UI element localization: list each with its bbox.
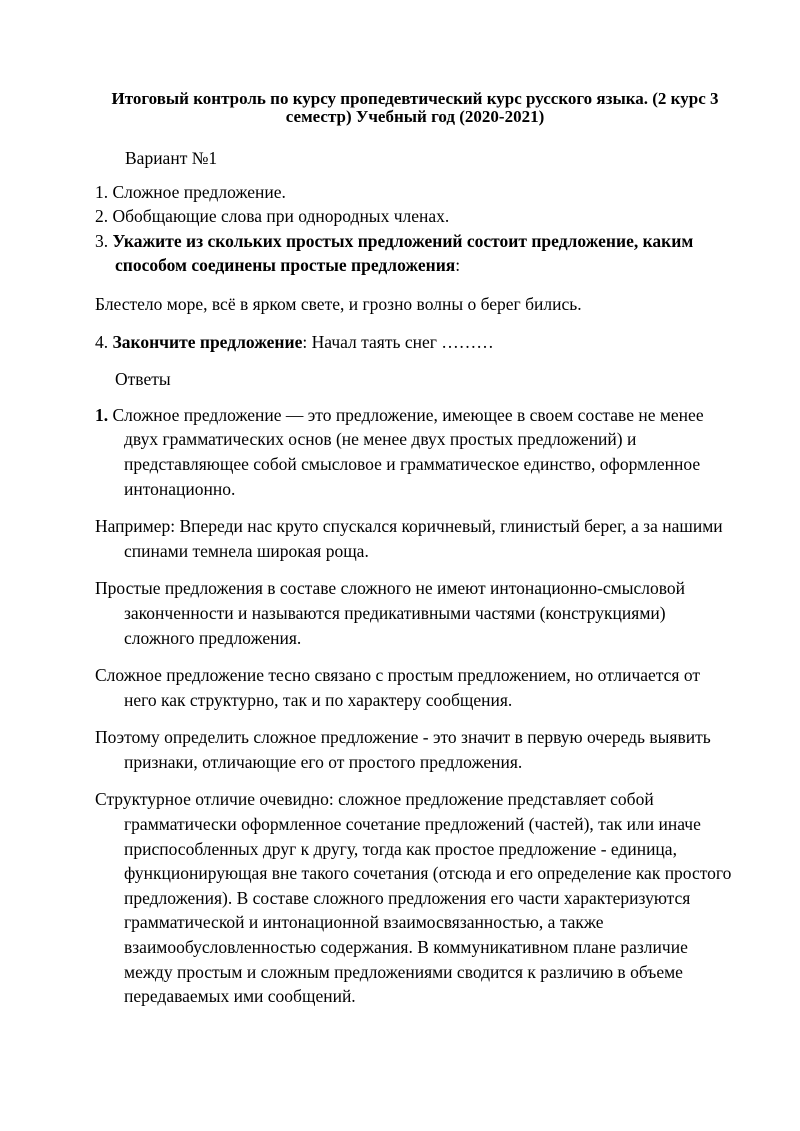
answer-1 xyxy=(95,403,735,501)
question-tail: : xyxy=(455,255,461,276)
question-item-4 xyxy=(95,330,735,355)
question-number: 2. xyxy=(95,206,113,227)
example-sentence: Блестело море, всё в ярком свете, и грозно волны о берег бились. xyxy=(95,293,582,314)
answer-number: 1. xyxy=(95,404,109,425)
question-number: 3. xyxy=(95,230,113,251)
question-tail: : Начал таять снег ……… xyxy=(302,331,494,352)
paragraph: Простые предложения в составе сложного не имеют интонационно-смысловой законченности и называются предикативными частями (конструкциями) сложного предложения. xyxy=(95,578,685,648)
question-text: Обобщающие слова при однородных членах. xyxy=(112,206,450,227)
paragraph: Структурное отличие очевидно: сложное предложение представляет собой грамматически оформленное сочетание предложений (частей), так или иначе приспособленных друг к другу, тогда как простое предложение - единица, функционирующая вне такого сочетания (отсюда и его определение как простого предложения). В составе сложного предложения его части характеризуются грамматической и интонационной взаимосвязанностью, а также взаимообусловленностью содержания. В коммуникативном плане различие между простым и сложным предложениями сводится к различию в объеме передаваемых ими сообщений. xyxy=(95,789,732,1007)
question-item-2 xyxy=(95,204,735,229)
paragraph: Сложное предложение тесно связано с простым предложением, но отличается от него как структурно, так и по характеру сообщения. xyxy=(95,665,701,710)
question-list xyxy=(95,180,735,278)
answer-text: Сложное предложение — это предложение, имеющее в своем составе не менее двух грамматических основ (не менее двух простых предложений) и представляющее собой смысловое и грамматическое единство, оформленное интонационно. xyxy=(108,404,704,499)
paragraph: Поэтому определить сложное предложение - это значит в первую очередь выявить признаки, отличающие его от простого предложения. xyxy=(95,727,711,772)
document-title: Итоговый контроль по курсу пропедевтический курс русского языка. (2 курс 3 семестр) Учебный год (2020-2021) xyxy=(111,89,719,126)
question-item-3 xyxy=(95,229,735,278)
question-number: 4. xyxy=(95,331,113,352)
answers-heading: Ответы xyxy=(115,369,171,390)
paragraph: Например: Впереди нас круто спускался коричневый, глинистый берег, а за нашими спинами темнела широкая роща. xyxy=(95,516,723,561)
question-item-1 xyxy=(95,180,735,205)
question-text-bold: Укажите из скольких простых предложений состоит предложение, каким способом соединены простые предложения xyxy=(112,230,694,276)
question-text-bold: Закончите предложение xyxy=(112,331,303,352)
document-page xyxy=(95,90,735,1022)
question-text: Сложное предложение. xyxy=(112,181,286,202)
question-number: 1. xyxy=(95,181,113,202)
variant-label: Вариант №1 xyxy=(125,148,218,168)
